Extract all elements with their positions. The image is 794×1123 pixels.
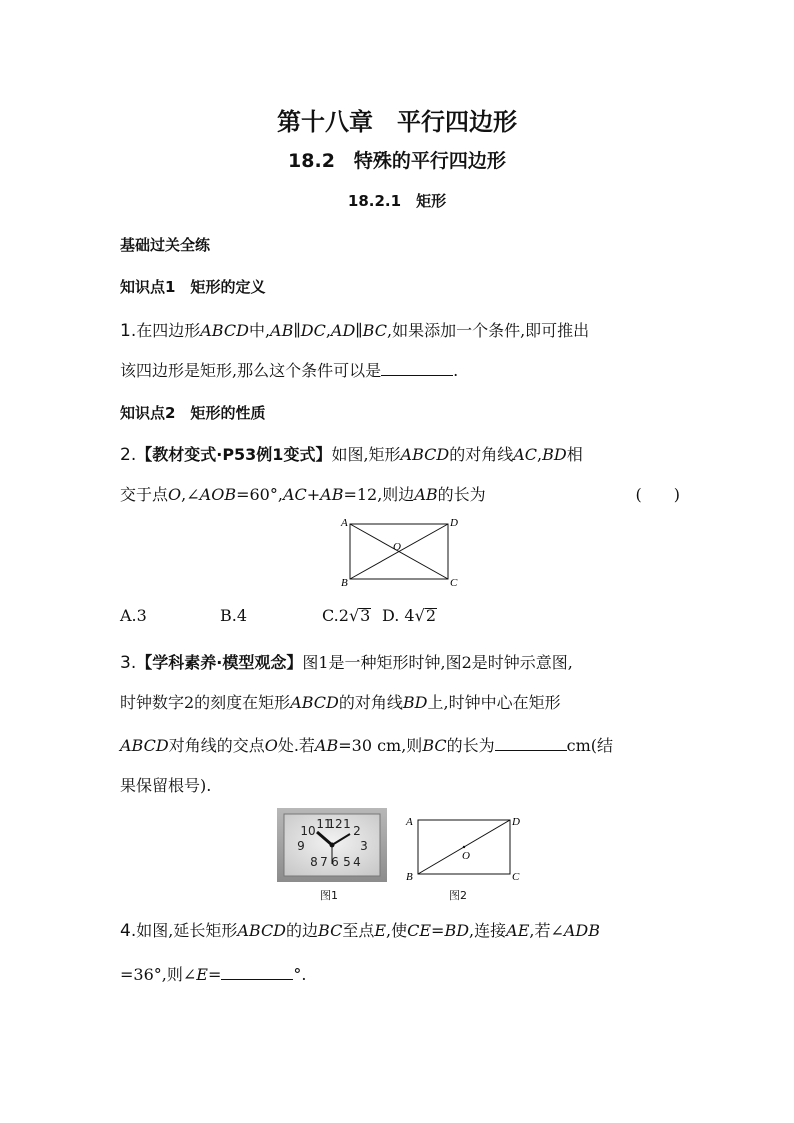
label-a: A [341,517,348,529]
label-a-2: A [406,816,413,828]
option-c[interactable]: C.2√3 [322,606,371,625]
q3-rectangle-figure [402,812,524,886]
option-d[interactable]: D. 4√2 [382,606,436,625]
clock-number: 8 [310,855,318,869]
label-c-2: C [512,871,520,883]
q1-number: 1. [120,321,137,341]
q4-answer-blank[interactable] [221,965,293,980]
subsection-title: 18.2.1 矩形 [347,192,447,210]
figure-1-caption: 图1 [320,889,338,902]
label-d: D [450,517,458,529]
q3-number: 3. [120,653,137,673]
clock-number: 11 [316,817,332,831]
q3-tag: 【学科素养·模型观念】 [136,653,303,672]
chapter-title: 第十八章 平行四边形 [277,108,517,136]
clock-number: 12 [327,817,343,831]
q4-line-1: 4.如图,延长矩形ABCD的边BC至点E,使CE=BD,连接AE,若∠ADB [120,921,601,941]
clock-number: 4 [353,855,361,869]
clock-number: 10 [300,824,316,838]
q2-number: 2. [120,445,137,465]
point-o [463,846,465,848]
label-c: C [450,577,458,589]
q3-line-2: 时钟数字2的刻度在矩形ABCD的对角线BD上,时钟中心在矩形 [120,693,561,712]
q3-line-1: 3.【学科素养·模型观念】图1是一种矩形时钟,图2是时钟示意图, [120,653,573,673]
label-b: B [341,577,348,589]
clock-photo [277,808,387,882]
q3-answer-blank[interactable] [495,736,567,751]
q1-line-1: 1.在四边形ABCD中,AB∥DC,AD∥BC,如果添加一个条件,即可推出 [120,321,590,341]
q4-line-2: =36°,则∠E= °. [120,965,307,984]
part-heading: 基础过关全练 [120,236,211,254]
q3-line-4: 果保留根号). [120,776,212,795]
clock-number: 6 [331,855,339,869]
q2-answer-paren[interactable]: ( ) [635,485,680,504]
q2-rectangle-figure [338,514,460,590]
knowledge-point-2: 知识点2 矩形的性质 [120,404,266,422]
q1-line-2: 该四边形是矩形,那么这个条件可以是 . [120,361,459,380]
clock-center [330,843,335,848]
q2-line-1: 2.【教材变式·P53例1变式】如图,矩形ABCD的对角线AC,BD相 [120,445,583,465]
q4-number: 4. [120,921,137,941]
option-a[interactable]: A.3 [120,606,147,625]
clock-number: 9 [297,839,305,853]
knowledge-point-1: 知识点1 矩形的定义 [120,278,266,296]
label-b-2: B [406,871,413,883]
clock-number: 1 [343,817,351,831]
q3-line-3: ABCD对角线的交点O处.若AB=30 cm,则BC的长为 cm(结 [120,736,614,755]
figure-2-caption: 图2 [449,889,467,902]
label-o: O [393,541,401,553]
q1-answer-blank[interactable] [381,361,453,376]
clock-number: 5 [343,855,351,869]
label-o-2: O [462,850,470,862]
clock-number: 3 [360,839,368,853]
q2-line-2: 交于点O,∠AOB=60°,AC+AB=12,则边AB的长为 ( ) [120,482,680,505]
clock-number: 2 [353,824,361,838]
section-title: 18.2 特殊的平行四边形 [288,150,506,172]
label-d-2: D [512,816,520,828]
q2-tag: 【教材变式·P53例1变式】 [136,445,332,464]
option-b[interactable]: B.4 [220,606,248,625]
clock-number: 7 [320,855,328,869]
